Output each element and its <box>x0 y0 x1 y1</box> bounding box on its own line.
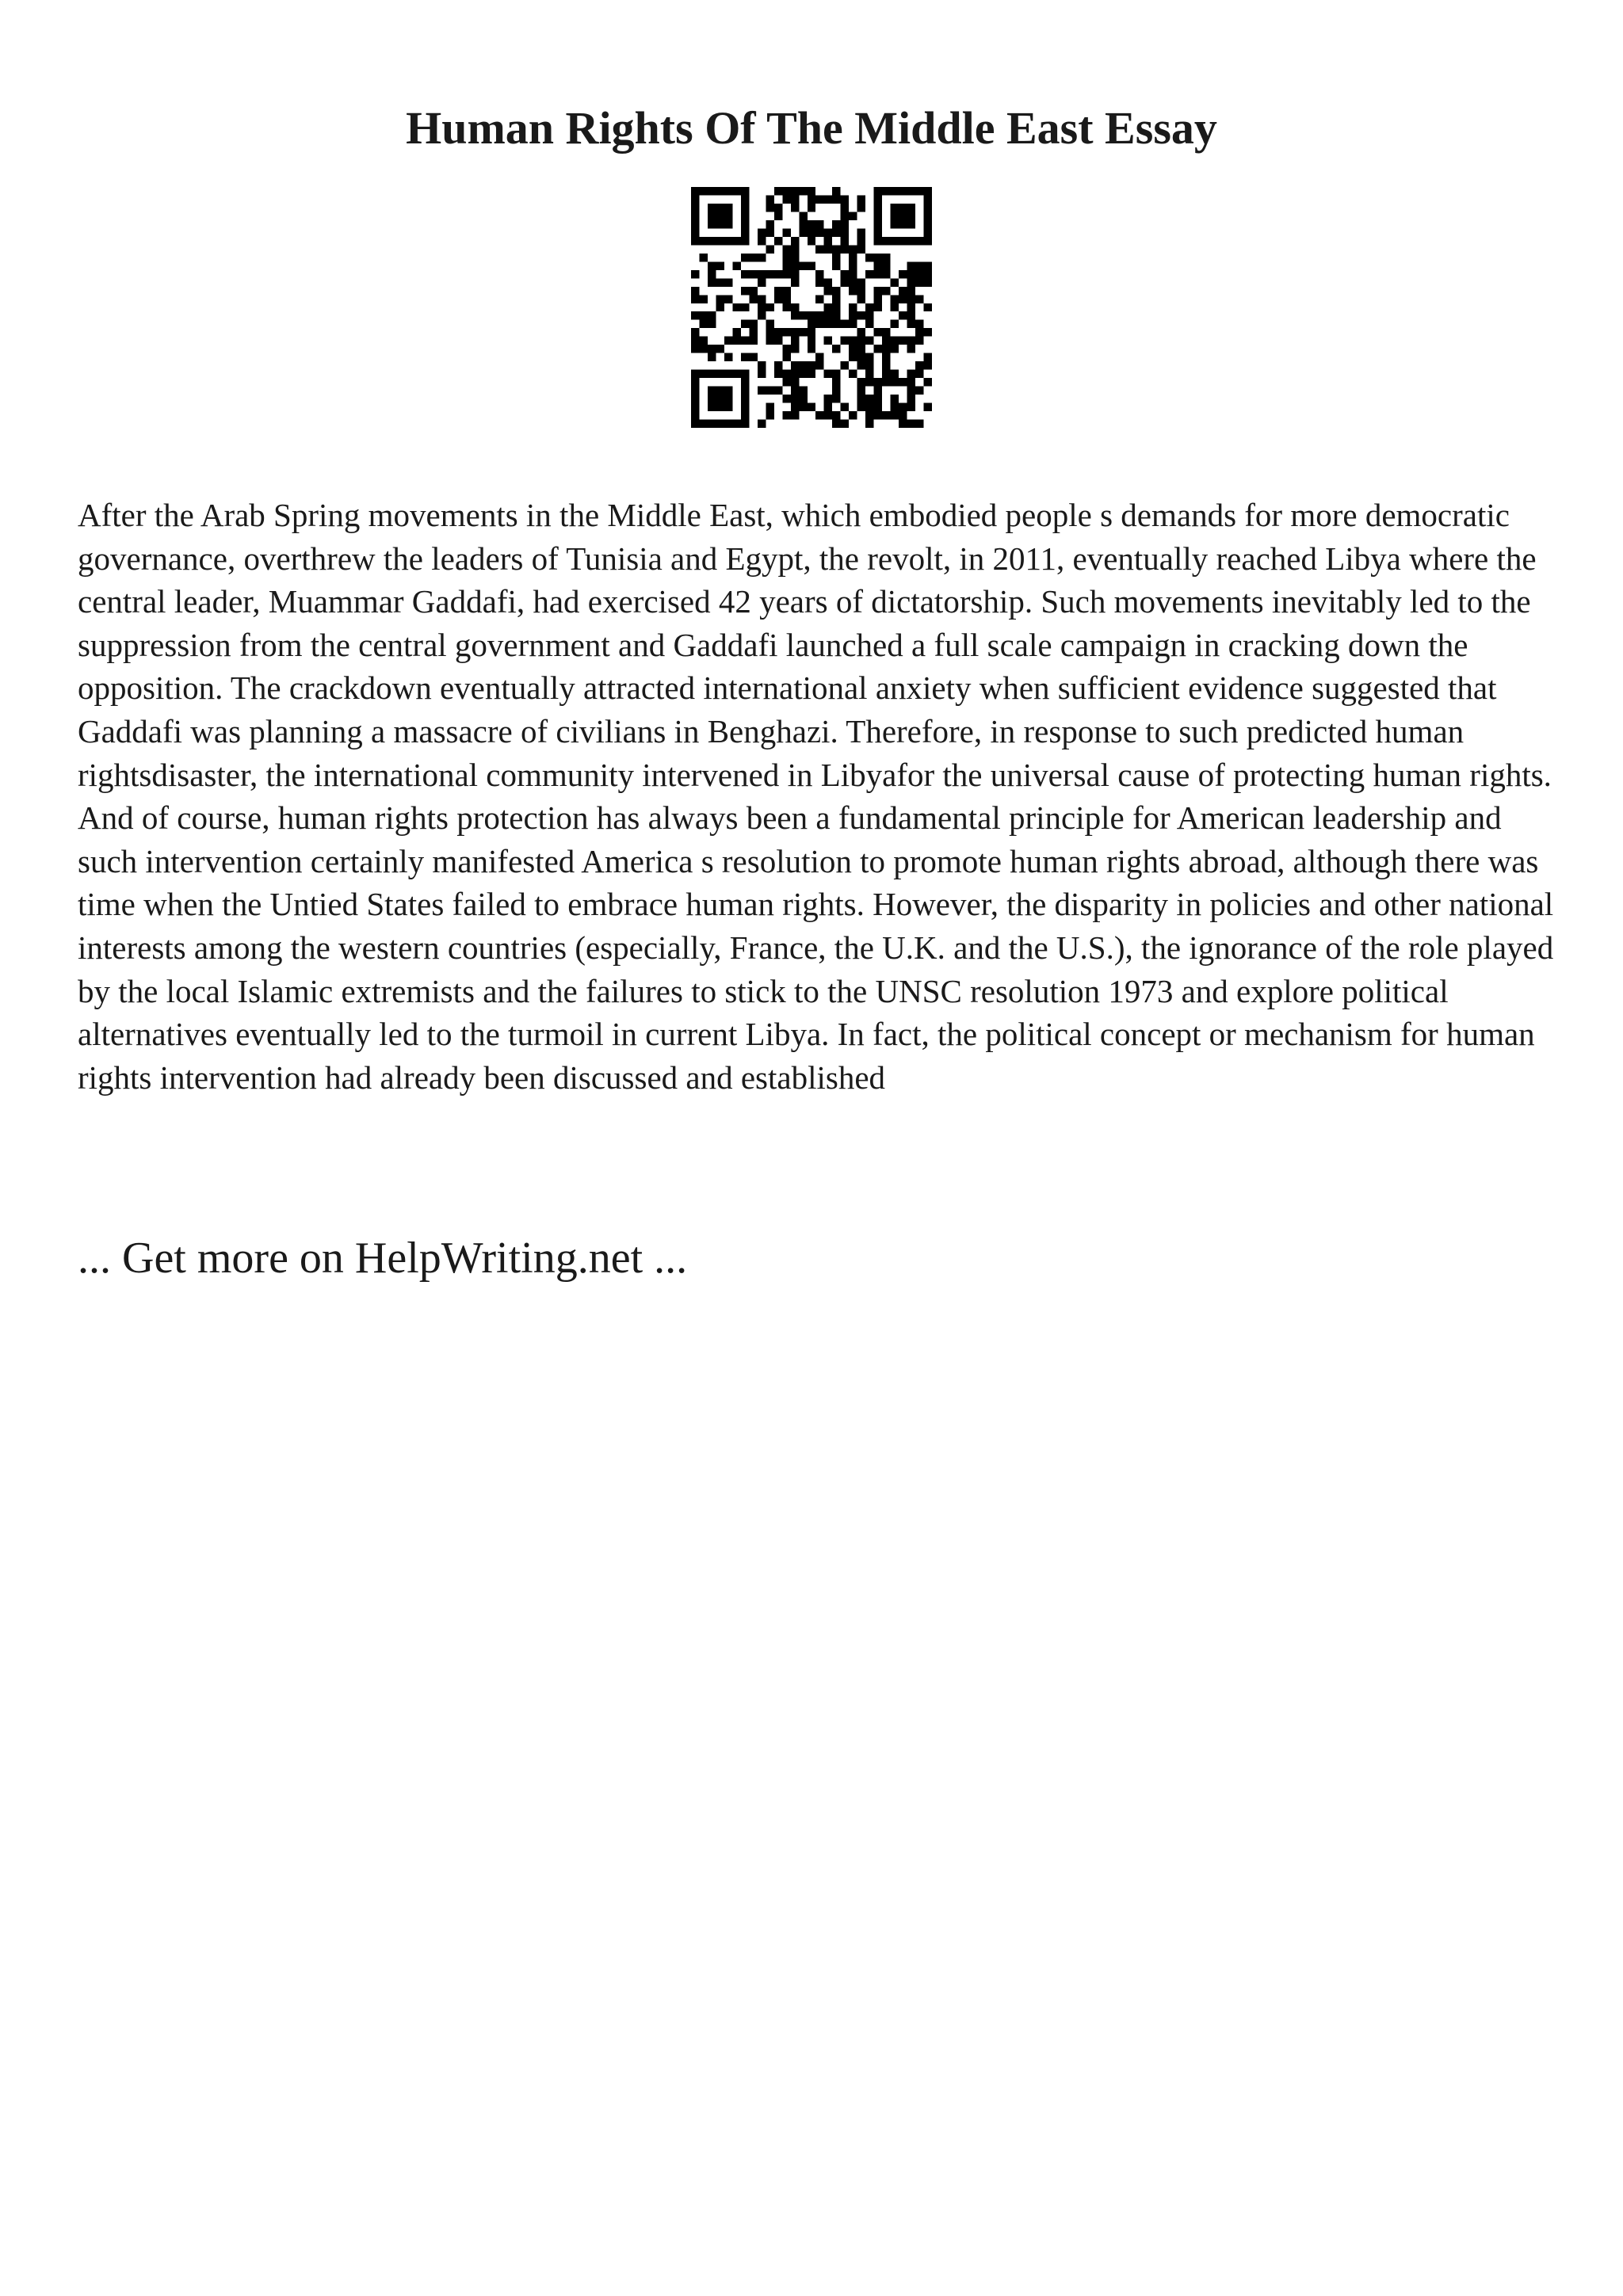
qr-code <box>691 187 932 428</box>
qr-code-icon <box>691 187 932 428</box>
essay-body: After the Arab Spring movements in the Middle East, which embodied people s demands for more democratic governance, overthrew the leaders of Tunisia and Egypt, the revolt, in 2011, eventually reached Libya where the central leader, Muammar Gaddafi, had exercised 42 years of dictatorship. Such movements inevitably led to the suppression from the central government and Gaddafi launched a full scale campaign in cracking down the opposition. The crackdown eventually attracted international anxiety when sufficient evidence suggested that Gaddafi was planning a massacre of civilians in Benghazi. Therefore, in response to such predicted human rightsdisaster, the international community intervened in Libyafor the universal cause of protecting human rights. And of course, human rights protection has always been a fundamental principle for American leadership and such intervention certainly manifested America s resolution to promote human rights abroad, although there was time when the Untied States failed to embrace human rights. However, the disparity in policies and other national interests among the western countries (especially, France, the U.K. and the U.S.), the ignorance of the role played by the local Islamic extremists and the failures to stick to the UNSC resolution 1973 and explore political alternatives eventually led to the turmoil in current Libya. In fact, the political concept or mechanism for human rights intervention had already been discussed and established <box>78 497 1554 1096</box>
get-more-link[interactable]: ... Get more on HelpWriting.net ... <box>78 1234 688 1283</box>
page-title: Human Rights Of The Middle East Essay <box>406 102 1217 154</box>
